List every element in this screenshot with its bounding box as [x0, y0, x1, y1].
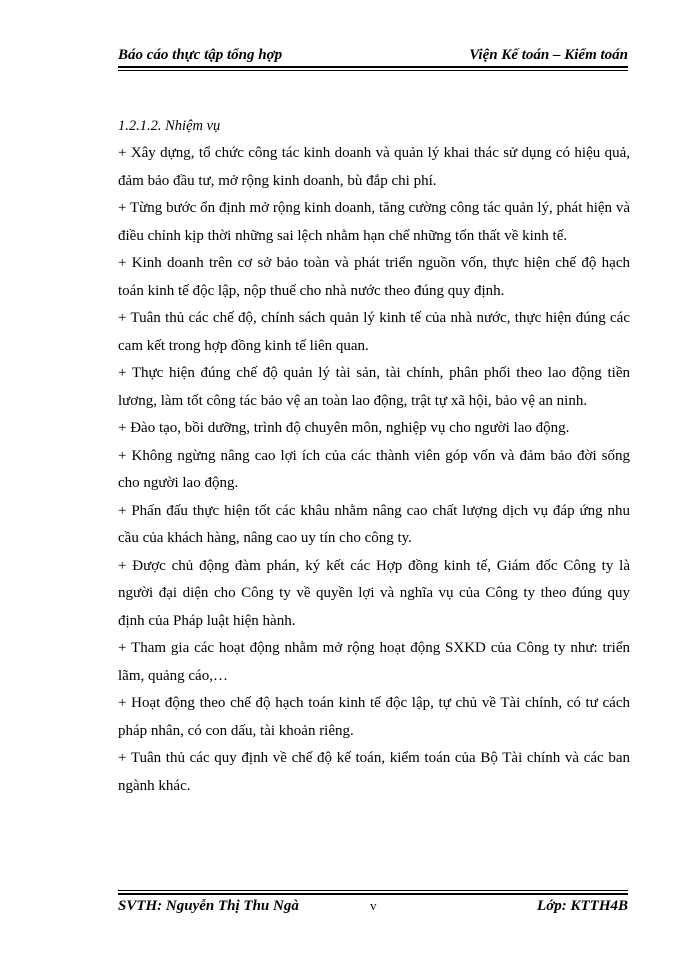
header-divider — [118, 70, 628, 71]
paragraph: + Tuân thủ các quy định về chế độ kế toán, kiểm toán của Bộ Tài chính và các ban ngành khác. — [118, 750, 630, 794]
page-footer — [118, 893, 628, 917]
section-title: 1.2.1.2. Nhiệm vụ — [118, 118, 221, 134]
page-number: v — [370, 898, 377, 913]
paragraph: + Tuân thủ các chế độ, chính sách quản lý kinh tế của nhà nước, thực hiện đúng các cam kết trong hợp đồng kinh tế liên quan. — [118, 310, 630, 354]
footer-class: Lớp: KTTH4B — [537, 897, 628, 914]
paragraph: + Xây dựng, tổ chức công tác kinh doanh và quản lý khai thác sử dụng có hiệu quả, đảm bảo đầu tư, mở rộng kinh doanh, bù đắp chi phí. — [118, 145, 630, 189]
paragraph: + Đào tạo, bồi dưỡng, trình độ chuyên môn, nghiệp vụ cho người lao động. — [118, 420, 570, 436]
paragraph: + Được chủ động đàm phán, ký kết các Hợp đồng kinh tế, Giám đốc Công ty là người đại diện cho Công ty về quyền lợi và nghĩa vụ của Công ty theo đúng quy định của Pháp luật hiện hành. — [118, 557, 630, 629]
paragraph: + Hoạt động theo chế độ hạch toán kinh tế độc lập, tự chủ về Tài chính, có tư cách pháp nhân, có con dấu, tài khoản riêng. — [118, 695, 630, 739]
header-right-title: Viện Kế toán – Kiểm toán — [469, 47, 628, 63]
footer-student-name: SVTH: Nguyễn Thị Thu Ngà — [118, 897, 299, 914]
footer-divider — [118, 890, 628, 891]
paragraph: + Phấn đấu thực hiện tốt các khâu nhằm nâng cao chất lượng dịch vụ đáp ứng nhu cầu của khách hàng, nâng cao uy tín cho công ty. — [118, 502, 630, 546]
paragraph: + Kinh doanh trên cơ sở bảo toàn và phát triển nguồn vốn, thực hiện chế độ hạch toán kinh tế độc lập, nộp thuế cho nhà nước theo đúng quy định. — [118, 255, 630, 299]
document-body — [118, 112, 630, 800]
paragraph: + Từng bước ổn định mở rộng kinh doanh, tăng cường công tác quản lý, phát hiện và điều chỉnh kịp thời những sai lệch nhằm hạn chế những tổn thất về kinh tế. — [118, 200, 630, 244]
paragraph: + Không ngừng nâng cao lợi ích của các thành viên góp vốn và đảm bảo đời sống cho người lao động. — [118, 447, 630, 491]
paragraph: + Thực hiện đúng chế độ quản lý tài sản, tài chính, phân phối theo lao động tiền lương, làm tốt công tác bảo vệ an toàn lao động, trật tự xã hội, bảo vệ an ninh. — [118, 365, 630, 409]
header-left-title: Báo cáo thực tập tổng hợp — [118, 47, 283, 63]
page-header — [118, 40, 628, 68]
paragraph: + Tham gia các hoạt động nhằm mở rộng hoạt động SXKD của Công ty như: triển lãm, quảng cáo,… — [118, 640, 630, 684]
